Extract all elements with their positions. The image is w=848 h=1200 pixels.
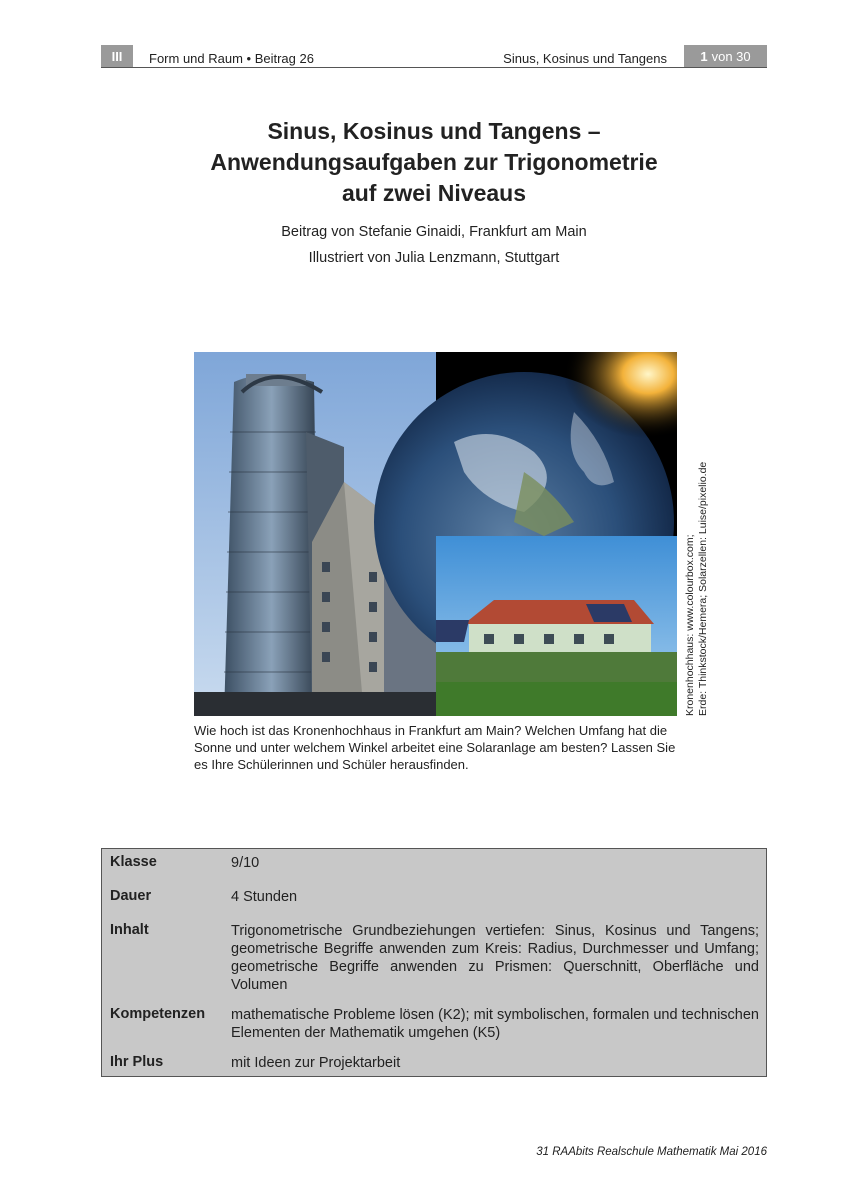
- plus-label: Ihr Plus: [110, 1054, 164, 1070]
- credit-line-1: Kronenhochhaus: www.colourbox.com;: [684, 534, 696, 716]
- title-line-3: auf zwei Niveaus: [341, 180, 527, 206]
- cover-image-collage: [194, 352, 677, 716]
- page-title: [101, 116, 767, 209]
- author-line: Beitrag von Stefanie Ginaidi, Frankfurt am Main: [281, 224, 587, 240]
- title-line-1: Sinus, Kosinus und Tangens –: [267, 118, 601, 144]
- footer-issue: 31 RAAbits Realschule Mathematik Mai 2016: [536, 1146, 767, 1158]
- plus-value: mit Ideen zur Projektarbeit: [231, 1055, 401, 1071]
- header-rule: [101, 67, 767, 68]
- dauer-value: 4 Stunden: [231, 889, 298, 905]
- overview-box: [101, 848, 767, 1077]
- section-number-badge: III: [101, 45, 133, 67]
- credit-line-2: Erde: Thinkstock/Hemera; Solarzellen: Luise/pixelio.de: [697, 461, 709, 716]
- title-line-2: Anwendungsaufgaben zur Trigonometrie: [210, 149, 658, 175]
- kompetenzen-value: mathematische Probleme lösen (K2); mit symbolischen, formalen und technischen Elementen der Mathematik umgehen (K5): [231, 1007, 759, 1041]
- kompetenzen-label: Kompetenzen: [110, 1006, 206, 1022]
- page-total: von 30: [711, 48, 751, 64]
- inhalt-label: Inhalt: [110, 922, 149, 938]
- collage-illustration: [194, 352, 677, 716]
- dauer-label: Dauer: [110, 888, 152, 904]
- illustrator-line: Illustriert von Julia Lenzmann, Stuttgart: [308, 250, 560, 266]
- inhalt-value: Trigonometrische Grundbeziehungen vertiefen: Sinus, Kosinus und Tangens; geometrische Begriffe anwenden zum Kreis: Radius, Durchmesser und Umfang; geometrische Begriffe anwenden zu Prismen: Querschnitt, Oberfläche und Volumen: [231, 923, 759, 993]
- header-series-text: Form und Raum • Beitrag 26: [149, 51, 314, 66]
- page-indicator: [684, 45, 767, 67]
- klasse-label: Klasse: [110, 854, 157, 870]
- header-topic-text: Sinus, Kosinus und Tangens: [503, 51, 667, 66]
- image-caption: Wie hoch ist das Kronenhochhaus in Frankfurt am Main? Welchen Umfang hat die Sonne und unter welchem Winkel arbeitet eine Solaranlage am besten? Lassen Sie es Ihre Schülerinnen und Schüler herausfinden.: [194, 723, 676, 772]
- klasse-value: 9/10: [231, 855, 260, 871]
- image-credit: [684, 462, 710, 716]
- page-current: 1: [700, 48, 708, 64]
- solar-house-photo: [436, 536, 677, 716]
